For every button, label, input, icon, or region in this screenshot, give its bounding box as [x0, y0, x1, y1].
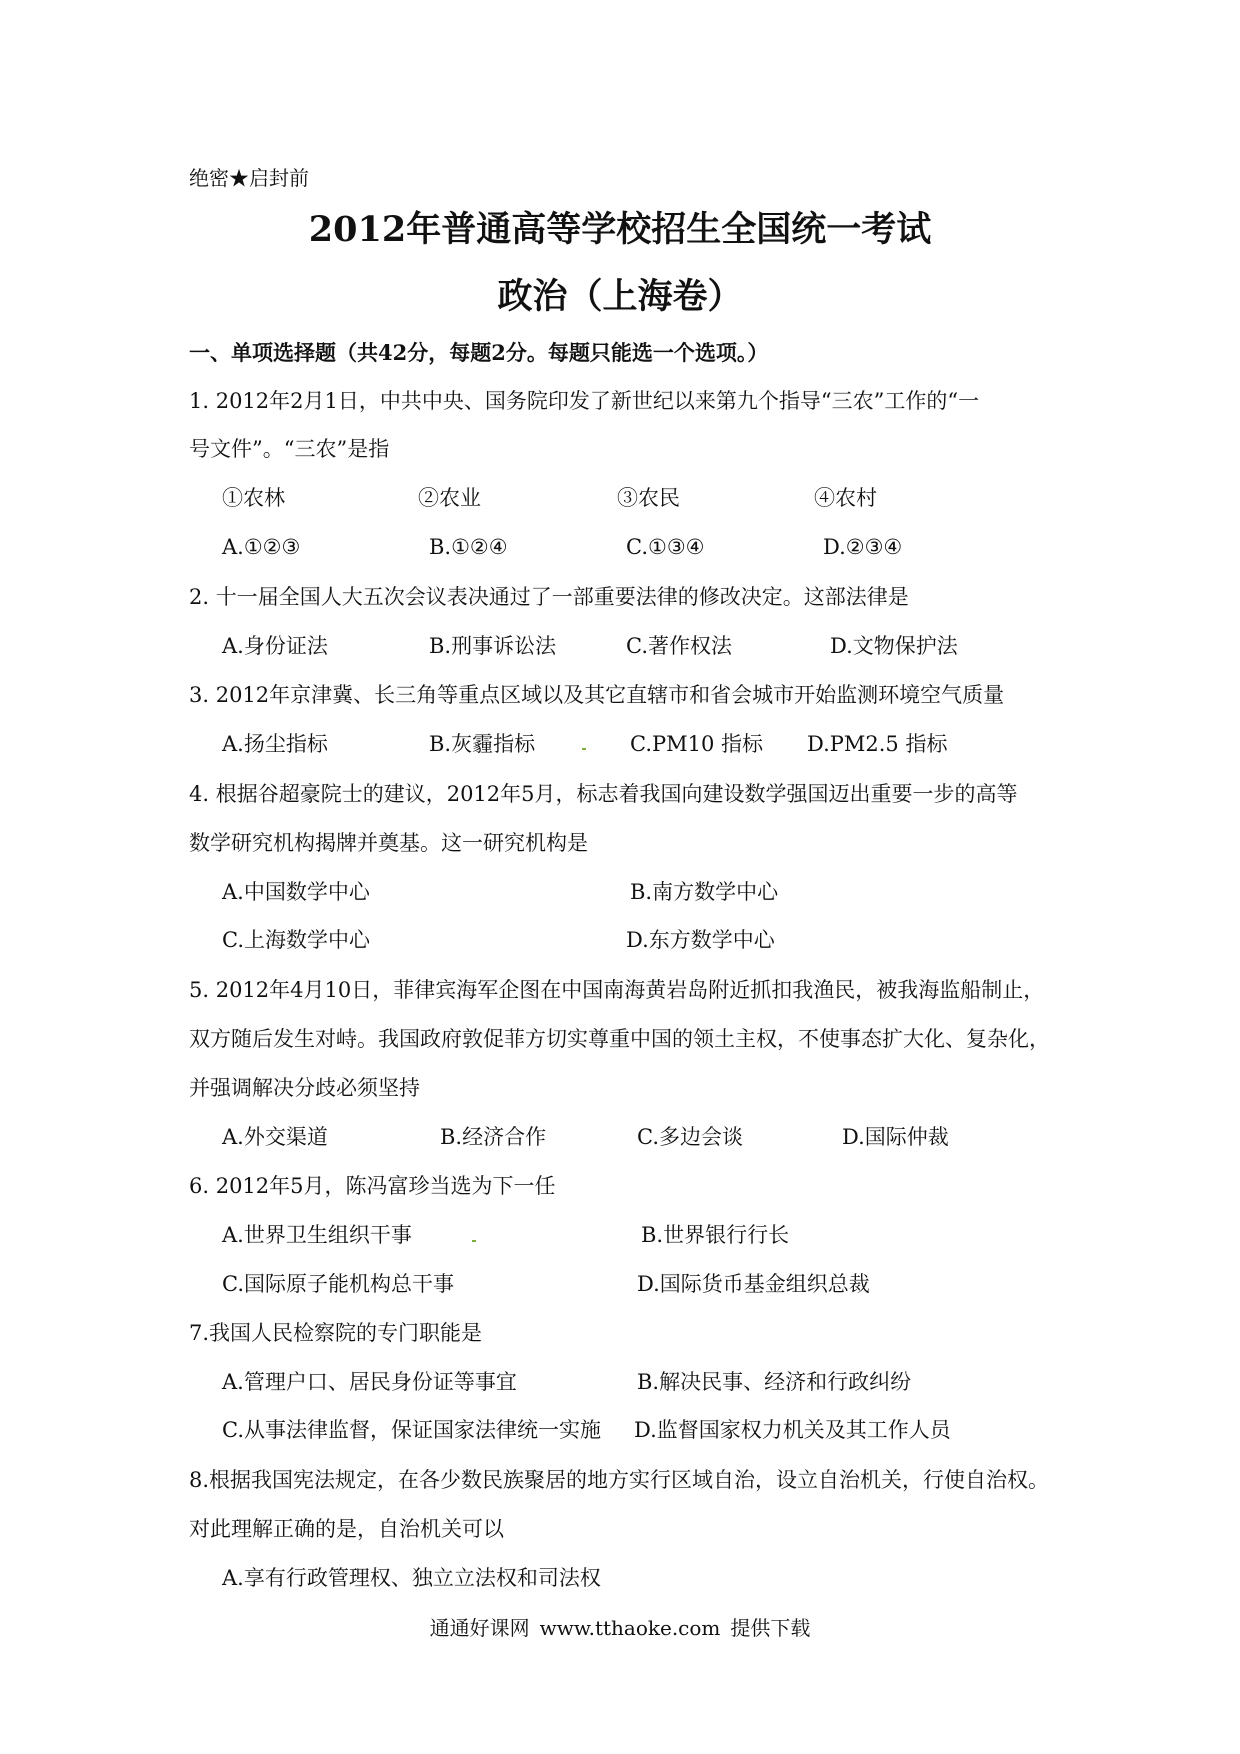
question-1-option-a: A.①②③	[222, 535, 301, 559]
question-1-item-4: ④农村	[814, 486, 877, 510]
question-2-option-c: C.著作权法	[626, 634, 732, 658]
question-4-option-a: A.中国数学中心	[222, 880, 370, 904]
question-4-option-b: B.南方数学中心	[630, 880, 779, 904]
question-1-item-2: ②农业	[418, 486, 481, 510]
question-1-item-1: ①农林	[222, 486, 285, 510]
question-5-stem-line1: 5. 2012年4月10日，菲律宾海军企图在中国南海黄岩岛附近抓扣我渔民，被我海监船制止，	[189, 978, 1045, 1002]
question-8-stem-line2: 对此理解正确的是，自治机关可以	[189, 1517, 504, 1541]
question-6-option-c: C.国际原子能机构总干事	[222, 1272, 454, 1296]
question-7-option-b: B.解决民事、经济和行政纠纷	[637, 1370, 912, 1394]
question-1-stem-line1: 1. 2012年2月1日，中共中央、国务院印发了新世纪以来第九个指导“三农”工作的“一	[189, 389, 980, 413]
question-2-option-b: B.刑事诉讼法	[429, 634, 557, 658]
question-4-option-d: D.东方数学中心	[626, 928, 775, 952]
question-5-stem-line2: 双方随后发生对峙。我国政府敦促菲方切实尊重中国的领土主权，不使事态扩大化、复杂化，	[189, 1027, 1050, 1051]
question-3-option-a: A.扬尘指标	[222, 732, 328, 756]
scan-speck	[582, 748, 586, 750]
question-3-stem: 3. 2012年京津冀、长三角等重点区域以及其它直辖市和省会城市开始监测环境空气质量	[189, 683, 1005, 707]
question-5-stem-line3: 并强调解决分歧必须坚持	[189, 1076, 420, 1100]
question-8-stem-line1: 8.根据我国宪法规定，在各少数民族聚居的地方实行区域自治，设立自治机关，行使自治权。	[189, 1468, 1050, 1492]
question-6-option-b: B.世界银行行长	[641, 1223, 790, 1247]
question-5-option-c: C.多边会谈	[637, 1125, 743, 1149]
question-4-stem-line2: 数学研究机构揭牌并奠基。这一研究机构是	[189, 831, 588, 855]
question-6-option-a: A.世界卫生组织干事	[222, 1223, 412, 1247]
exam-title: 2012年普通高等学校招生全国统一考试	[308, 209, 932, 250]
question-8-option-a: A.享有行政管理权、独立立法权和司法权	[222, 1566, 601, 1590]
question-5-option-d: D.国际仲裁	[842, 1125, 949, 1149]
question-3-option-d: D.PM2.5 指标	[807, 732, 948, 756]
question-3-option-b: B.灰霾指标	[429, 732, 536, 756]
question-7-option-a: A.管理户口、居民身份证等事宜	[222, 1370, 517, 1394]
question-1-stem-line2: 号文件”。“三农”是指	[189, 437, 390, 461]
question-2-stem: 2. 十一届全国人大五次会议表决通过了一部重要法律的修改决定。这部法律是	[189, 585, 909, 609]
footer-download-text: 提供下载	[730, 1616, 811, 1640]
question-5-option-b: B.经济合作	[440, 1125, 547, 1149]
scan-speck	[472, 1240, 476, 1242]
page-footer	[0, 1614, 1240, 1642]
question-5-option-a: A.外交渠道	[222, 1125, 328, 1149]
question-7-option-d: D.监督国家权力机关及其工作人员	[634, 1418, 951, 1442]
exam-subtitle: 政治（上海卷）	[497, 276, 743, 317]
confidential-label: 绝密★启封前	[189, 166, 309, 190]
question-1-option-c: C.①③④	[626, 535, 705, 559]
question-1-item-3: ③农民	[617, 486, 680, 510]
question-4-stem-line1: 4. 根据谷超豪院士的建议，2012年5月，标志着我国向建设数学强国迈出重要一步的高等	[189, 782, 1018, 806]
question-7-stem: 7.我国人民检察院的专门职能是	[189, 1321, 483, 1345]
question-3-option-c: C.PM10 指标	[630, 732, 764, 756]
footer-site-name: 通通好课网	[429, 1616, 530, 1640]
section-heading: 一、单项选择题（共42分，每题2分。每题只能选一个选项。）	[189, 340, 769, 365]
question-2-option-d: D.文物保护法	[830, 634, 958, 658]
question-4-option-c: C.上海数学中心	[222, 928, 370, 952]
question-6-stem: 6. 2012年5月，陈冯富珍当选为下一任	[189, 1174, 556, 1198]
question-7-option-c: C.从事法律监督，保证国家法律统一实施	[222, 1418, 601, 1442]
footer-url-link[interactable]: www.tthaoke.com	[539, 1616, 721, 1640]
question-1-option-d: D.②③④	[823, 535, 903, 559]
question-6-option-d: D.国际货币基金组织总裁	[637, 1272, 870, 1296]
question-2-option-a: A.身份证法	[222, 634, 328, 658]
question-1-option-b: B.①②④	[429, 535, 508, 559]
